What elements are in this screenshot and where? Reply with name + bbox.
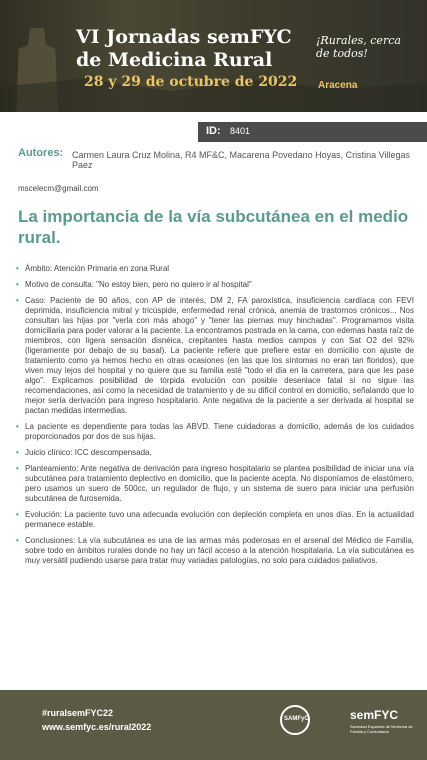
section-item	[16, 464, 414, 504]
section-text: Evolución: La paciente tuvo una adecuada evolución con depleción completa en unos días. En la actualidad permanece estable.	[25, 510, 414, 529]
section-item	[16, 296, 414, 416]
footer-hashtag: #ruralsemFYC22	[42, 708, 114, 718]
bullet-icon: •	[16, 422, 19, 431]
section-text: Motivo de consulta: "No estoy bien, pero no quiero ir al hospital"	[25, 280, 252, 289]
semfyc-logo-subtitle: Sociedad Española de Medicina de Familia y Comunitaria	[350, 724, 413, 734]
event-title-line1: VI Jornadas semFYC	[76, 26, 292, 48]
section-text: La paciente es dependiente para todas las ABVD. Tiene cuidadoras a domicilio, además de los cuidados proporcionados por dos de sus hijas.	[25, 422, 414, 441]
contact-email[interactable]: mscelecm@gmail.com	[18, 184, 99, 193]
id-value: 8401	[230, 126, 251, 136]
event-dates: 28 y 29 de octubre de 2022	[84, 74, 298, 90]
semfyc-logo: semFYC	[350, 708, 399, 722]
bullet-icon: •	[16, 448, 19, 457]
document-title: La importancia de la vía subcutánea en el medio rural.	[18, 207, 409, 247]
section-item	[16, 264, 414, 274]
section-text: Conclusiones: La vía subcutánea es una de las armas más poderosas en el arsenal del Médico de Familia, sobre todo en ámbitos rurales donde no hay un fácil acceso a la atención hospitalaria. La vía subcutánea es muy versátil pudiendo usarse para tratar muy variadas patologías, no solo para cuidados paliativos.	[25, 536, 414, 565]
bullet-icon: •	[16, 536, 19, 545]
event-tagline: ¡Rurales, cerca de todos!	[316, 34, 401, 60]
section-text: Ámbito: Atención Primaria en zona Rural	[25, 264, 170, 273]
section-text: Planteamiento: Ante negativa de derivación para ingreso hospitalario se plantea posibilidad de iniciar una vía subcutánea para tratamiento deplectivo en domicilio, que la paciente acepta. No disponíamos de elastómero, pero usamos un suero de 500cc, un regulador de flujo, y un sistema de suero para iniciar una perfusión subcutánea de furosemida.	[25, 464, 414, 503]
bullet-icon: •	[16, 280, 19, 289]
section-item	[16, 510, 414, 530]
section-item	[16, 422, 414, 442]
event-title-line2: de Medicina Rural	[76, 49, 273, 71]
event-place: Aracena	[318, 80, 358, 91]
section-text: Caso: Paciente de 90 años, con AP de interés, DM 2, FA paroxística, insuficiencia cardíaca con FEVI deprimida, insuficiencia mitral y tricúspide, enfermedad renal crónica, anemia de trastornos crónicos... Nos consultan las hijas por "verla con más ahogo" y "tener las piernas muy hinchadas". Programamos visita domiciliaria para poder valorar a la paciente. La encontramos postrada en la cama, con edemas hasta raíz de miembros, con ligera sensación disnéica, crepitantes hasta medios campos y con Sat O2 del 92% (ligeramente por debajo de su basal). La paciente refiere que prefiere estar en domicilio con ajuste de tratamiento como ya hemos hecho en otras ocasiones (en las que los síntomas no eran tan floridos), que viven muy lejos del hospital y no quiere que su familia esté "todo el día en la carretera, para que les pase algo". Explicamos posibilidad de tórpida evolución con posible desenlace fatal si no sigue las recomendaciones, así como la necesidad de tratamiento y de su difícil control en domicilio, señalando que lo mejor sería derivación para ingreso hospitalario. Ante negativa de la paciente a ser derivada al hospital se pactan medidas intermedias.	[25, 296, 414, 415]
authors-label: Autores:	[18, 147, 64, 159]
footer-bar	[0, 690, 427, 760]
section-item	[16, 448, 414, 458]
section-item	[16, 280, 414, 290]
bullet-icon: •	[16, 464, 19, 473]
footer-website-link[interactable]: www.semfyc.es/rural2022	[42, 722, 152, 732]
section-item	[16, 536, 414, 566]
document-body	[16, 264, 414, 572]
section-text: Juicio clínico: ICC descompensada.	[25, 448, 152, 457]
id-label: ID:	[206, 125, 221, 137]
samfyc-logo-icon	[280, 705, 310, 735]
id-bar	[198, 122, 427, 142]
bullet-icon: •	[16, 510, 19, 519]
bullet-icon: •	[16, 264, 19, 273]
bullet-icon: •	[16, 296, 19, 305]
header-banner	[0, 0, 427, 112]
authors-names: Carmen Laura Cruz Molina, R4 MF&C, Macarena Povedano Hoyas, Cristina Villegas Paez	[72, 150, 410, 170]
samfyc-logo-text: SAMFyC	[284, 716, 309, 722]
